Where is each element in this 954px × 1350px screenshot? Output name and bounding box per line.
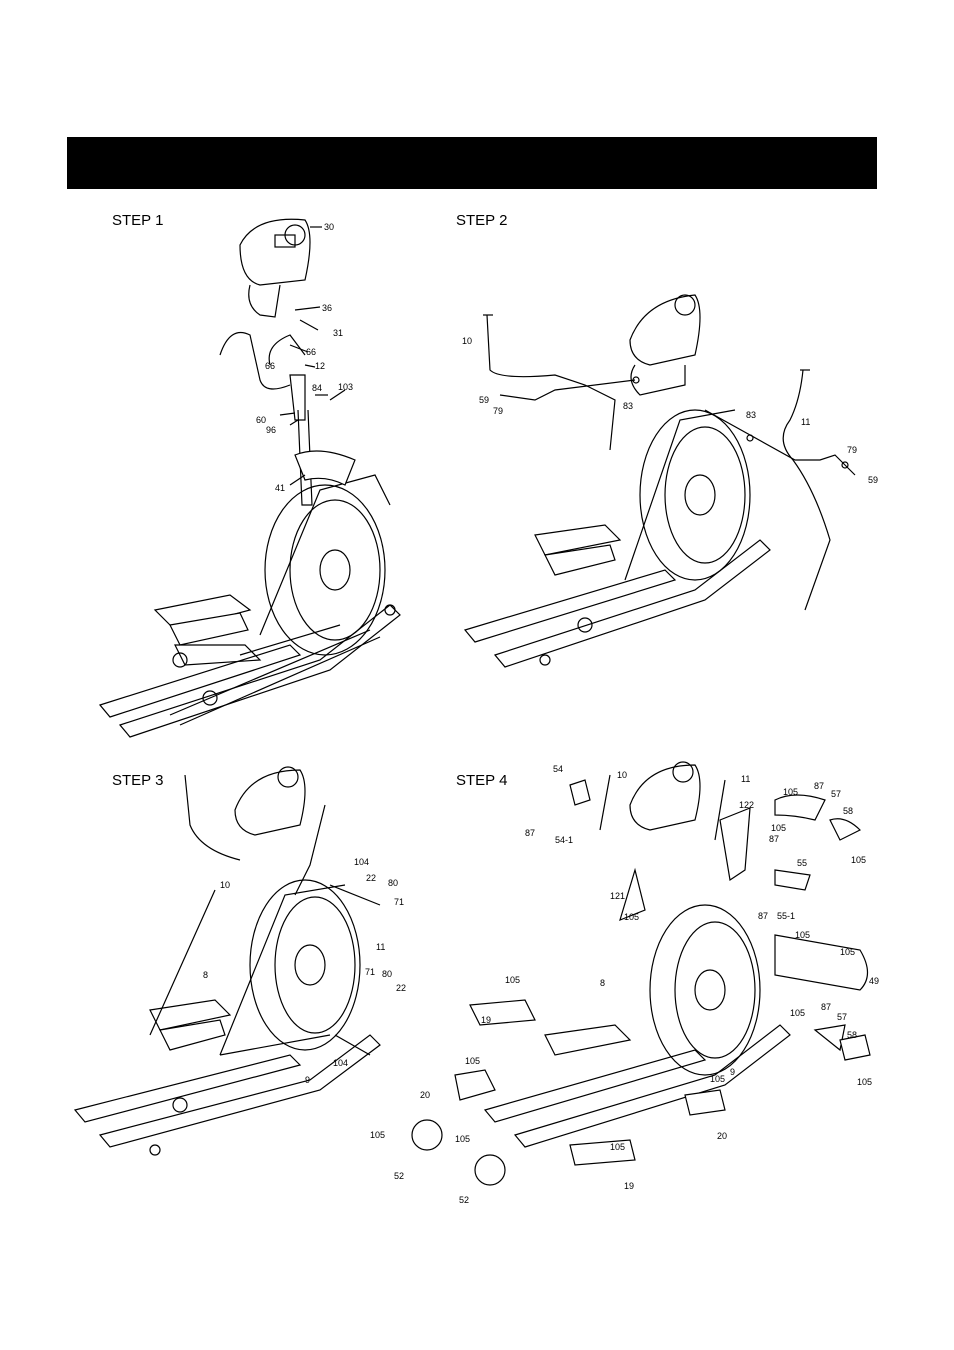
svg-text:104: 104: [354, 857, 370, 867]
svg-text:9: 9: [730, 1067, 736, 1077]
svg-text:8: 8: [600, 978, 606, 988]
svg-text:22: 22: [396, 983, 407, 993]
svg-text:87: 87: [821, 1002, 832, 1012]
svg-text:10: 10: [617, 770, 628, 780]
step-2-diagram: [455, 280, 895, 690]
svg-text:36: 36: [322, 303, 333, 313]
svg-text:41: 41: [275, 483, 286, 493]
svg-text:57: 57: [831, 789, 842, 799]
svg-text:105: 105: [851, 855, 867, 865]
svg-text:12: 12: [315, 361, 326, 371]
svg-text:59: 59: [868, 475, 879, 485]
svg-text:19: 19: [624, 1181, 635, 1191]
svg-text:84: 84: [312, 383, 323, 393]
svg-text:58: 58: [843, 806, 854, 816]
step-4-title: STEP 4: [456, 772, 508, 789]
svg-text:19: 19: [481, 1015, 492, 1025]
svg-text:20: 20: [717, 1131, 728, 1141]
svg-text:122: 122: [739, 800, 755, 810]
svg-text:103: 103: [338, 382, 354, 392]
svg-text:71: 71: [394, 897, 405, 907]
step-1-title: STEP 1: [112, 212, 164, 229]
svg-text:96: 96: [266, 425, 277, 435]
svg-text:9: 9: [305, 1075, 311, 1085]
svg-text:10: 10: [220, 880, 231, 890]
step-2-title: STEP 2: [456, 212, 508, 229]
svg-text:20: 20: [420, 1090, 431, 1100]
svg-text:83: 83: [746, 410, 757, 420]
svg-text:87: 87: [525, 828, 536, 838]
svg-text:105: 105: [465, 1056, 481, 1066]
svg-text:83: 83: [623, 401, 634, 411]
svg-text:87: 87: [758, 911, 769, 921]
svg-text:52: 52: [459, 1195, 470, 1205]
svg-text:54-1: 54-1: [555, 835, 574, 845]
svg-text:87: 87: [769, 834, 780, 844]
svg-text:105: 105: [505, 975, 521, 985]
svg-text:52: 52: [394, 1171, 405, 1181]
svg-text:55-1: 55-1: [777, 911, 796, 921]
svg-text:11: 11: [376, 942, 386, 952]
svg-text:79: 79: [847, 445, 858, 455]
svg-text:66: 66: [306, 347, 317, 357]
svg-text:80: 80: [382, 969, 393, 979]
svg-text:104: 104: [333, 1058, 349, 1068]
svg-text:80: 80: [388, 878, 399, 888]
svg-text:10: 10: [462, 336, 473, 346]
svg-text:54: 54: [553, 764, 564, 774]
svg-text:11: 11: [801, 417, 811, 427]
svg-text:59: 59: [479, 395, 490, 405]
svg-text:22: 22: [366, 873, 377, 883]
section-header-bar: [67, 137, 877, 189]
svg-text:87: 87: [814, 781, 825, 791]
svg-text:8: 8: [203, 970, 209, 980]
step-4-diagram: [365, 760, 890, 1210]
svg-text:11: 11: [741, 774, 751, 784]
step-3-title: STEP 3: [112, 772, 164, 789]
svg-text:49: 49: [869, 976, 880, 986]
svg-text:30: 30: [324, 222, 335, 232]
svg-text:105: 105: [370, 1130, 386, 1140]
svg-text:105: 105: [790, 1008, 806, 1018]
svg-text:105: 105: [610, 1142, 626, 1152]
svg-text:55: 55: [797, 858, 808, 868]
svg-text:105: 105: [857, 1077, 873, 1087]
svg-text:105: 105: [771, 823, 787, 833]
svg-text:60: 60: [256, 415, 267, 425]
svg-text:79: 79: [493, 406, 504, 416]
svg-text:121: 121: [610, 891, 626, 901]
svg-text:105: 105: [795, 930, 811, 940]
svg-text:105: 105: [783, 787, 799, 797]
svg-text:57: 57: [837, 1012, 848, 1022]
svg-text:105: 105: [840, 947, 856, 957]
svg-text:71: 71: [365, 967, 376, 977]
svg-text:66: 66: [265, 361, 276, 371]
svg-text:58: 58: [847, 1030, 858, 1040]
svg-text:105: 105: [710, 1074, 726, 1084]
svg-text:105: 105: [624, 912, 640, 922]
svg-text:105: 105: [455, 1134, 471, 1144]
step-1-diagram: [90, 205, 420, 760]
step-3-diagram: [70, 765, 415, 1170]
svg-text:31: 31: [333, 328, 344, 338]
